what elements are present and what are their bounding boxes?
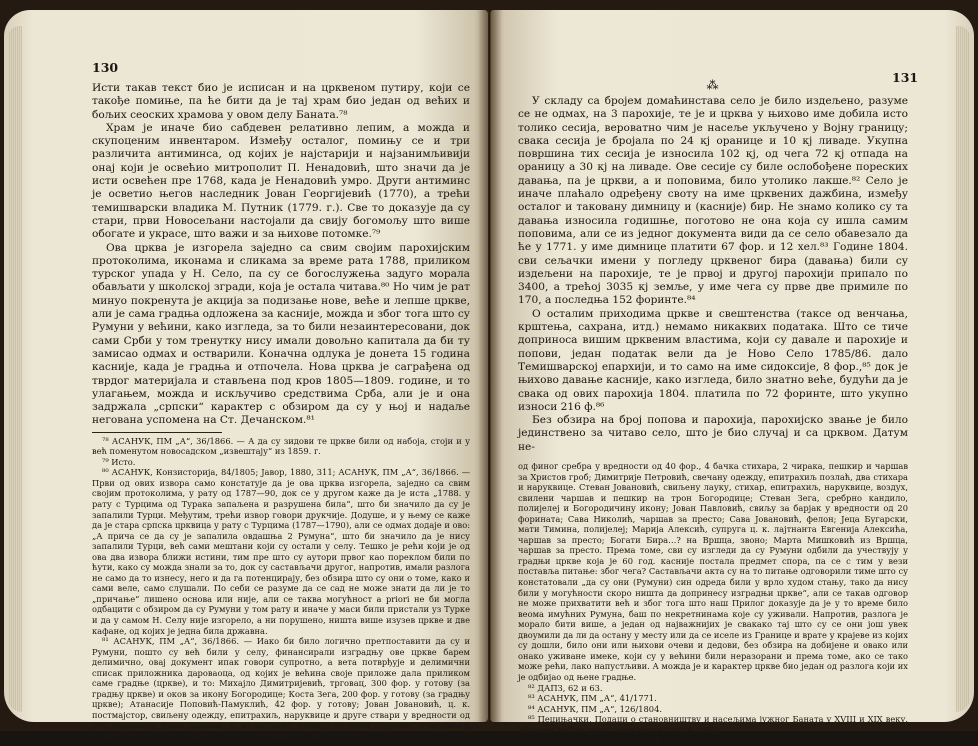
footnote: ⁸⁵ Пецињачки, Подаци о становништву и насељима јужног Баната у XVIII и XIX веку. Зборник МС за друштвене науке, св. 38, 165. xyxy=(518,714,908,735)
right-footnotes xyxy=(518,461,908,746)
left-body xyxy=(92,82,470,428)
right-body xyxy=(518,95,908,454)
paragraph: Исти такав текст био је исписан и на црквеном путиру, који се такође помиње, па ће бити да је тај храм био један од већих и бољих сеоских храмова у овом делу Баната.⁷⁸ xyxy=(92,82,470,121)
paragraph: У складу са бројем домаћинстава село је било издељено, разуме се не одмах, на 3 парохије, те је и црква у њихово име добила исто толико сесија, вероватно чим је насеље укључено у Војну границу; свака сесија је бројала по 24 кј оранице и 10 кј ливаде. Укупна површина тих сесија је износила 102 кј, од чега 72 кј отпада на ораницу а 30 кј на ливаде. Ове сесије су биле ослобођене пореских давања, па је цркви, а и поповима, било утолико лакше.⁸² Село је иначе плаћало одређену своту на име црквених дажбина, између осталог и таковану димницу и (касније) бир. Не знамо колико су та давања износила годишње, поготово не она која су ишла самим поповима, али се из једног документа види да се село обавезало да ће у 1771. у име димнице платити 67 фор. и 12 хел.⁸³ Године 1804. сви сељачки имени у погледу црквеног бира (давања) били су издељени на парохије, те је првој и другој парохији припало по 3400, а трећој 3035 кј земље, у име чега су прве две примиле по 170, а последња 152 форинте.⁸⁴ xyxy=(518,95,908,307)
paragraph: Ова црква је изгорела заједно са свим својим парохијским протоколима, иконама и сликама за време рата 1788, приликом турског упада у Н. Село, па су се богослужења задуго морала обављати у школској згради, која је остала читава.⁸⁰ Но чим је рат минуо покренута је акција за подизање нове, веће и лепше цркве, али је сама градња одложена за касније, можда и због тога што су Румуни у већини, како изгледа, за то били незаинтересовани, док сами Срби у том тренутку нису имали довољно капитала да би ту замисао одмах и остварили. Коначна одлука је донета 15 година касније, када је градња и отпочела. Нова црква је саграђена од тврдог материјала и стављена под кров 1805—1809. године, и то улагањем, можда и искључиво средствима Срба, али је и она задржала „српски“ карактер с обзиром да су у њој и надаље негована успомена на Ст. Дечанском.⁸¹ xyxy=(92,241,470,427)
footnote: ⁸⁰ АСАНУК, Конзисторија, 84/1805; Јавор, 1880, 311; АСАНУК, ПМ „А“, 36/1866. — Први од ових извора само констатује да је ова црква изгорела, заједно са свим својим протоколима, у рату од 1787—90, док се у другом каже да је иста „1788. у рату с Турцима од Турака запаљена и разрушена била“, што би значило да су је запалили Турци. Међутим, трећи извор говори друкчије. Додуше, и у њему се каже да је стара српска црквица у рату с Турцима (1787—1790), али се одмах додаје и ово: „А прича се да су је запалила овдашња 2 Румуна“, што би значило да је нису запалили Турци, већ сами мештани који су остали у селу. Тешко је рећи који је од ова два извора ближи истини, тим пре што су аутори првог као пореклом били по ћути, како су можда знали за то, док су састављачи другог, напротив, имали разлога не само да то изнесу, него и да га потенцирају, без обзира што су они о томе, како и сами веле, само слушали. По себи се разуме да се сад не може знати да ли је то „причање“ лишено основа или није, али се таква могућност а priori не би могла одбацити с обзиром да су Румуни у том рату и иначе у маси били пристали уз Турке и да у самом Н. Селу није изгорело, а ни порушено, ништа више изузев цркве и две кафане, од којих је једна била државна. xyxy=(92,467,470,636)
paragraph: Без обзира на број попова и парохија, парохијско звање је било јединствено за читаво село, што је био случај и са црквом. Датум не- xyxy=(518,414,908,453)
footnote: ⁷⁸ АСАНУК, ПМ „А“, 36/1866. — А да су зидови те цркве били од набоја, стоји и у већ поменутом новосадском „извештају“ из 1859. г. xyxy=(92,435,470,457)
footnote: ⁸¹ АСАНУК, ПМ „А“, 36/1866. — Иако би било логично претпоставити да су и Румуни, пошто су већ били у селу, финансирали изградњу ове цркве барем делимично, овај документ ипак говори супротно, а вета потврђује и делимични списак приложника дароваоца, од којих је већина своје приложе дала приликом саме градње (цркве), и то: Михајло Димитријевић, трговац, 300 фор. у готову (за градњу цркве) и оков за икону Богородице; Коста Зега, 200 фор. у готову (за градњу цркве); Атанасије Поповић-Памуклић, 42 фор. у готову; Јован Јовановић, ц. к. постмајстор, свиљену одежду, епитрахиљ, наруквице и друге ствари у вредности од 200 форината; Јован Дроњак, ц. к. лајтнант, одежду са свим „прочим“ стварима у вредности од 250 форината; Светозар Јовановић, калиопицу xyxy=(92,636,470,742)
left-footnotes xyxy=(92,436,470,742)
right-page xyxy=(490,10,974,746)
paragraph: О осталим приходима цркве и свештенства (таксе од венчања, крштења, сахрана, итд.) немамо никаквих података. Што се тиче доприноса вишим црквеним властима, који су давале и парохије и попови, један податак вели да је Ново Село 1785/86. дало Темишварској епархији, и то само на име сидоксије, 8 фор.,⁸⁵ док је њихово давање касније, како изгледа, било знатно веће, будући да је свака од ових парохија 1804. платила по 72 форинте, што укупно износи 216 ф.⁸⁶ xyxy=(518,307,908,413)
page-number-left: 130 xyxy=(92,60,119,75)
left-text-block xyxy=(92,72,470,742)
page-edge-left xyxy=(8,26,22,712)
footnote: ⁸³ АСАНУК, ПМ „А“, 41/1771. xyxy=(528,693,657,704)
right-text-block xyxy=(518,78,908,746)
footnote: ⁷⁹ Исто. xyxy=(102,456,136,467)
paragraph: Храм је иначе био сабдевен релативно лепим, а можда и скупоценим инвентаром. Између осталог, помињу се и три различита антиминса, од којих је најстарији и најзанимљивији онај који је освећио митрополит П. Ненадовић, што значи да је исти освећен пре 1768, када је Ненадовић умро. Други антиминс је осветио његов наследник Јован Георгијевић (1770), а трећи темишварски владика М. Путник (1779. г.). Све то доказује да су стари, први Новосељани настојали да свију богомољу што више обогате и украсе, што важи и за њихове потомке.⁷⁹ xyxy=(92,121,470,241)
page-edge-right xyxy=(956,26,970,712)
left-page xyxy=(4,10,488,742)
footnote-continuation: од финог сребра у вредности од 40 фор., 4 бачка стихара, 2 чирака, пешкир и чаршав за Христов гроб; Димитрије Петровић, свечану одежду, епитрахиљ позлаћ, два стихара и наруквице. Стеван Јовановић, свиљену лауку, стихар, епитрахиљ, наруквице, воздух, свилени чаршав и пешкир на трон Богородице; Стеван Зега, сребрно кандило, полијелеј и Богородичину икону; Јован Павловић, свиљу за барјак у вредности од 20 форината; Сава Николић, чаршав за престо; Сава Јовановић, фелон; Јеца Бугарски, мати Тимина, полијелеј; Марија Алексић, супруга ц. к. лајтнанта Евгенија Алексића, чаршав за престо; Богати Бира…? на Вршца, звоно; Марта Мишковић из Вршца, чаршав за престо. Према томе, сви су изгледи да су Румуни одбили да учествују у градњи цркве која је 60 год. касније постала предмет спора, па се с тим у вези поставља питање: због чега? Састављачи акта су на то питање одговорили тиме што су констатовали „да су они (Румуни) син одреда били у врло худом стању, тако да нису били у могућности скоро ништа да допринесу изградњи цркве“, али се такав одговор не може прихватити већ и због тога што наш Прилог доказује да је у то време било веома имућних Румуна, баш по некретнинама које су уживали. Напротив, разлога је морало бити више, а један од најважнијих је свакако тај што су се они још увек двоумили да ли да остану у месту или да се иселе из Границе и врате у крајеве из којих су дошли, било они или њихови очеви и дедови, без обзира на добијене и овако или онако уживане имеке, који су у већини били неразорани и према томе, ако се тако може рећи, лако напустљиви. А можда је и карактер цркве био један од разлога који их је одбијао од њене градње. xyxy=(518,461,908,682)
book-gutter xyxy=(478,10,502,722)
footnote: ⁸⁶ АСАНУК, ПМ „А“, 126/1804. xyxy=(528,735,662,746)
footnote-rule xyxy=(92,432,222,433)
footnote: ⁸⁴ АСАНУК, ПМ „А“, 126/1804. xyxy=(528,703,662,714)
footnote: ⁸² ДАПЗ, 62 и 63. xyxy=(528,682,603,693)
page-number-right: 131 xyxy=(892,70,919,85)
section-ornament: ⁂ xyxy=(706,78,720,92)
